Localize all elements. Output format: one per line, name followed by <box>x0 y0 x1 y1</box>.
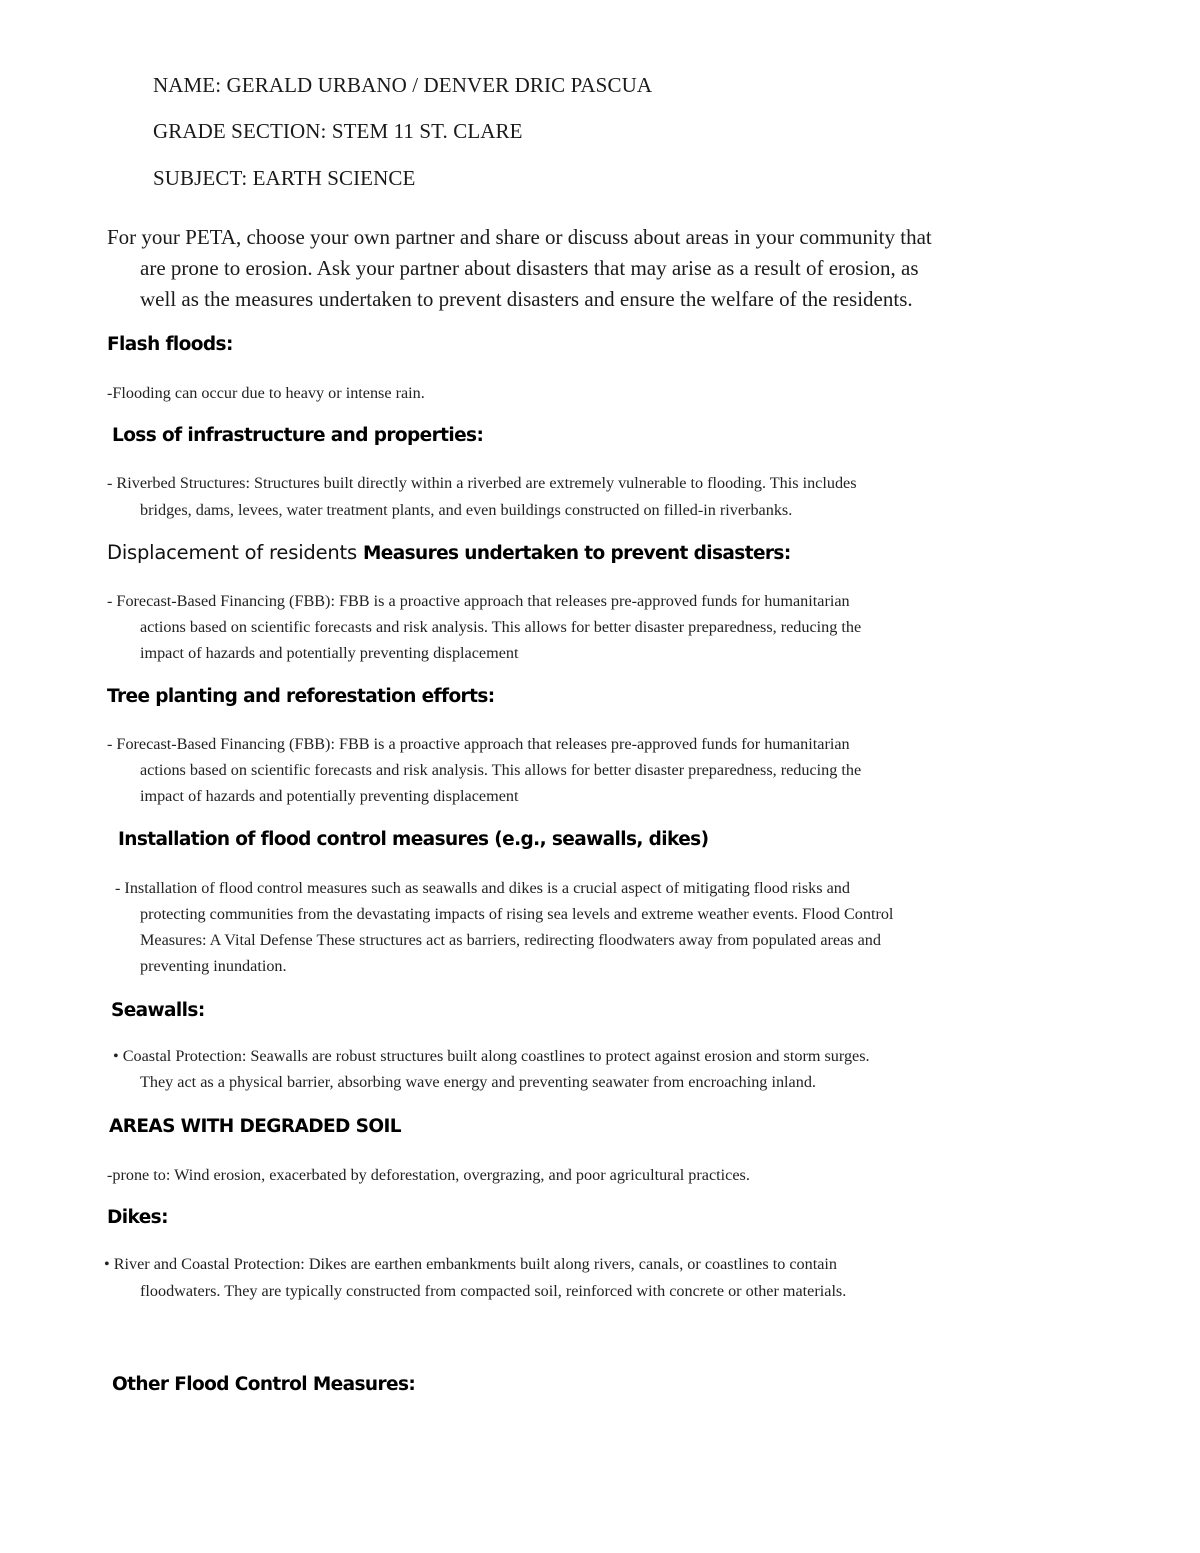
loss-line-1: - Riverbed Structures: Structures built directly within a riverbed are extremely vulnerable to flooding. This includes <box>107 474 857 492</box>
heading-degraded-soil: AREAS WITH DEGRADED SOIL <box>109 1116 401 1137</box>
intro-line-3: well as the measures undertaken to prevent disasters and ensure the welfare of the residents. <box>140 287 913 311</box>
intro-line-1: For your PETA, choose your own partner and share or discuss about areas in your community that <box>107 225 932 249</box>
intro-line-2: are prone to erosion. Ask your partner about disasters that may arise as a result of erosion, as <box>140 256 919 280</box>
flash-floods-text: -Flooding can occur due to heavy or intense rain. <box>107 384 425 402</box>
tree-line-1: - Forecast-Based Financing (FBB): FBB is a proactive approach that releases pre-approved funds for humanitarian <box>107 735 850 753</box>
dikes-line-1: • River and Coastal Protection: Dikes are earthen embankments built along rivers, canals, or coastlines to contain <box>104 1255 837 1273</box>
student-name: NAME: GERALD URBANO / DENVER DRIC PASCUA <box>153 73 653 97</box>
installation-line-1: - Installation of flood control measures such as seawalls and dikes is a crucial aspect of mitigating flood risks and <box>115 879 850 897</box>
installation-line-2: protecting communities from the devastating impacts of rising sea levels and extreme weather events. Flood Control <box>140 905 894 923</box>
dikes-line-2: floodwaters. They are typically constructed from compacted soil, reinforced with concrete or other materials. <box>140 1282 847 1300</box>
heading-tree-planting: Tree planting and reforestation efforts: <box>107 686 495 707</box>
tree-line-3: impact of hazards and potentially preventing displacement <box>140 787 519 805</box>
measures-line-3: impact of hazards and potentially preventing displacement <box>140 644 519 662</box>
displacement-label: Displacement of residents <box>107 541 363 564</box>
heading-loss-of-infrastructure: Loss of infrastructure and properties: <box>112 425 484 446</box>
heading-dikes: Dikes: <box>107 1207 168 1228</box>
heading-other-measures: Other Flood Control Measures: <box>112 1374 416 1395</box>
measures-line-2: actions based on scientific forecasts and risk analysis. This allows for better disaster preparedness, reducing the <box>140 618 862 636</box>
heading-displacement-measures <box>107 541 791 564</box>
heading-installation: Installation of flood control measures (e.g., seawalls, dikes) <box>118 829 709 850</box>
tree-line-2: actions based on scientific forecasts and risk analysis. This allows for better disaster preparedness, reducing the <box>140 761 862 779</box>
degraded-soil-text: -prone to: Wind erosion, exacerbated by deforestation, overgrazing, and poor agricultural practices. <box>107 1166 750 1184</box>
seawalls-line-2: They act as a physical barrier, absorbing wave energy and preventing seawater from encroaching inland. <box>140 1073 816 1091</box>
seawalls-line-1: • Coastal Protection: Seawalls are robust structures built along coastlines to protect against erosion and storm surges. <box>113 1047 870 1065</box>
heading-flash-floods: Flash floods: <box>107 334 233 355</box>
grade-section: GRADE SECTION: STEM 11 ST. CLARE <box>153 119 523 143</box>
measures-line-1: - Forecast-Based Financing (FBB): FBB is a proactive approach that releases pre-approved funds for humanitarian <box>107 592 850 610</box>
measures-label: Measures undertaken to prevent disasters: <box>362 543 791 564</box>
installation-line-3: Measures: A Vital Defense These structures act as barriers, redirecting floodwaters away from populated areas and <box>140 931 881 949</box>
subject: SUBJECT: EARTH SCIENCE <box>153 166 416 190</box>
installation-line-4: preventing inundation. <box>140 957 287 975</box>
loss-line-2: bridges, dams, levees, water treatment plants, and even buildings constructed on filled-in riverbanks. <box>140 501 793 519</box>
heading-seawalls: Seawalls: <box>111 1000 205 1021</box>
